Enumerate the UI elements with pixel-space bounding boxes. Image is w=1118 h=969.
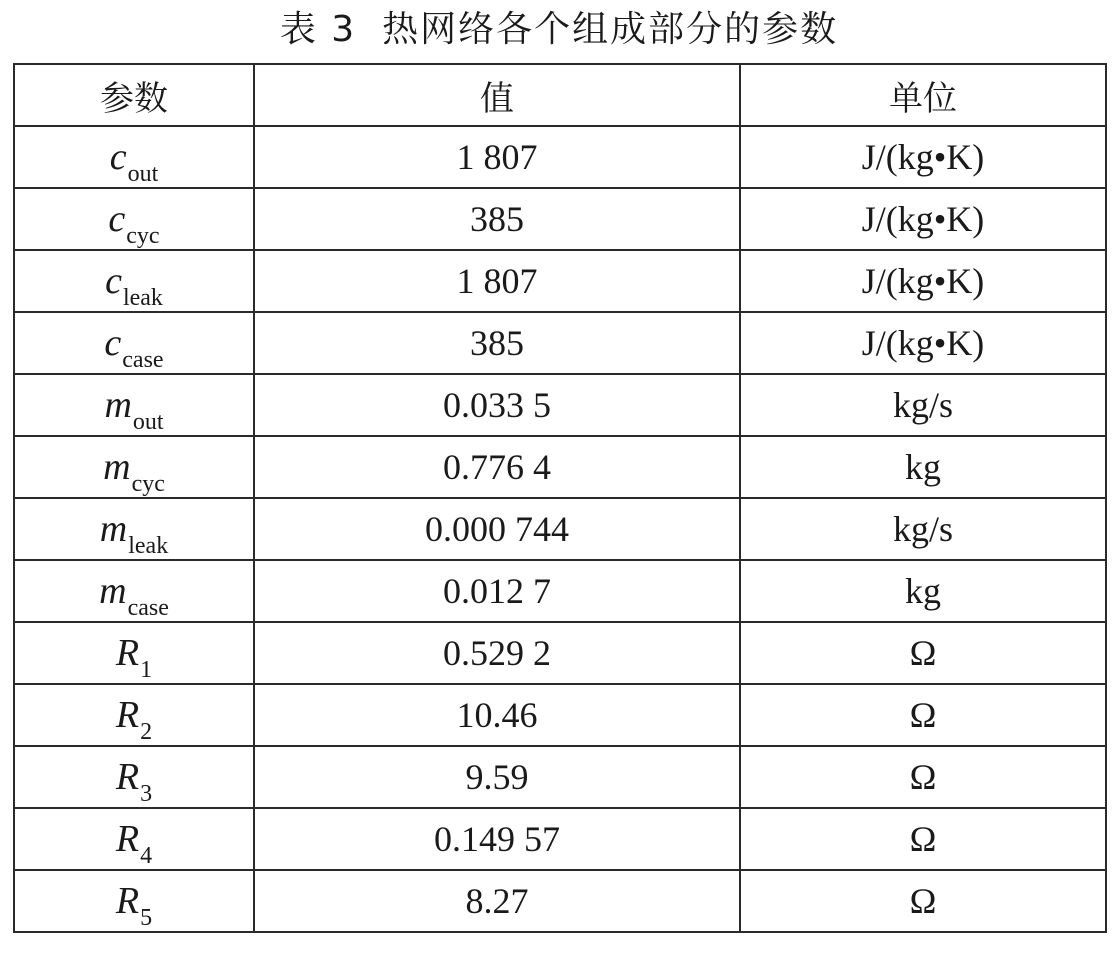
- header-unit: 单位: [740, 64, 1106, 126]
- parameter-subscript: case: [122, 347, 164, 373]
- parameter-cell: [14, 188, 254, 250]
- unit-cell: kg/s: [740, 374, 1106, 436]
- parameter-subscript: leak: [128, 533, 169, 559]
- parameter-cell: [14, 250, 254, 312]
- parameter-cell: [14, 560, 254, 622]
- unit-cell: kg/s: [740, 498, 1106, 560]
- unit-cell: kg: [740, 560, 1106, 622]
- parameter-subscript: 5: [140, 905, 153, 931]
- value-cell: 0.012 7: [254, 560, 740, 622]
- parameter-symbol: c: [109, 136, 127, 178]
- unit-cell: J/(kg•K): [740, 188, 1106, 250]
- parameter-subscript: 1: [140, 657, 153, 683]
- parameter-symbol: R: [115, 818, 140, 860]
- value-cell: 9.59: [254, 746, 740, 808]
- table-row: [14, 808, 1106, 870]
- table-title: 热网络各个组成部分的参数: [382, 9, 839, 50]
- parameter-symbol: R: [115, 756, 140, 798]
- unit-cell: Ω: [740, 870, 1106, 932]
- parameter-subscript: leak: [122, 285, 163, 311]
- parameter-symbol: R: [115, 694, 140, 736]
- table-row: [14, 374, 1106, 436]
- parameter-cell: [14, 684, 254, 746]
- unit-cell: Ω: [740, 684, 1106, 746]
- table-row: [14, 312, 1106, 374]
- parameter-cell: [14, 436, 254, 498]
- table-row: [14, 622, 1106, 684]
- header-row: [14, 64, 1106, 126]
- table-row: [14, 870, 1106, 932]
- value-cell: 0.529 2: [254, 622, 740, 684]
- table-row: [14, 188, 1106, 250]
- value-cell: 1 807: [254, 250, 740, 312]
- value-cell: 0.149 57: [254, 808, 740, 870]
- parameter-cell: [14, 374, 254, 436]
- value-cell: 385: [254, 312, 740, 374]
- table-number: 表 3: [279, 9, 357, 50]
- header-parameter: 参数: [14, 64, 254, 126]
- parameter-subscript: out: [132, 409, 164, 435]
- value-cell: 385: [254, 188, 740, 250]
- value-cell: 1 807: [254, 126, 740, 188]
- parameter-symbol: m: [99, 570, 127, 612]
- parameter-subscript: case: [127, 595, 169, 621]
- unit-cell: Ω: [740, 746, 1106, 808]
- parameter-cell: [14, 126, 254, 188]
- table-row: [14, 746, 1106, 808]
- table-row: [14, 436, 1106, 498]
- parameter-subscript: 2: [140, 719, 153, 745]
- parameter-cell: [14, 870, 254, 932]
- header-value: 值: [254, 64, 740, 126]
- parameter-subscript: cyc: [126, 223, 160, 249]
- parameter-symbol: c: [104, 322, 122, 364]
- parameter-cell: [14, 312, 254, 374]
- table-row: [14, 250, 1106, 312]
- unit-cell: kg: [740, 436, 1106, 498]
- parameter-symbol: R: [115, 632, 140, 674]
- unit-cell: Ω: [740, 808, 1106, 870]
- table-row: [14, 126, 1106, 188]
- parameter-subscript: cyc: [131, 471, 165, 497]
- parameter-symbol: m: [99, 508, 128, 550]
- unit-cell: Ω: [740, 622, 1106, 684]
- parameter-symbol: c: [105, 260, 122, 302]
- parameter-symbol: c: [108, 198, 126, 240]
- parameter-subscript: out: [127, 161, 159, 187]
- value-cell: 10.46: [254, 684, 740, 746]
- unit-cell: J/(kg•K): [740, 312, 1106, 374]
- parameter-symbol: m: [103, 446, 131, 488]
- parameter-cell: [14, 622, 254, 684]
- table-caption: [0, 0, 1118, 60]
- value-cell: 8.27: [254, 870, 740, 932]
- table-row: [14, 498, 1106, 560]
- unit-cell: J/(kg•K): [740, 250, 1106, 312]
- parameter-symbol: R: [115, 880, 140, 922]
- parameter-table: [13, 63, 1107, 933]
- table-body: [14, 126, 1106, 932]
- parameter-cell: [14, 808, 254, 870]
- table-row: [14, 560, 1106, 622]
- parameter-subscript: 3: [140, 781, 153, 807]
- value-cell: 0.000 744: [254, 498, 740, 560]
- value-cell: 0.033 5: [254, 374, 740, 436]
- parameter-cell: [14, 498, 254, 560]
- table-row: [14, 684, 1106, 746]
- unit-cell: J/(kg•K): [740, 126, 1106, 188]
- parameter-subscript: 4: [140, 843, 153, 869]
- parameter-cell: [14, 746, 254, 808]
- value-cell: 0.776 4: [254, 436, 740, 498]
- parameter-symbol: m: [104, 384, 132, 426]
